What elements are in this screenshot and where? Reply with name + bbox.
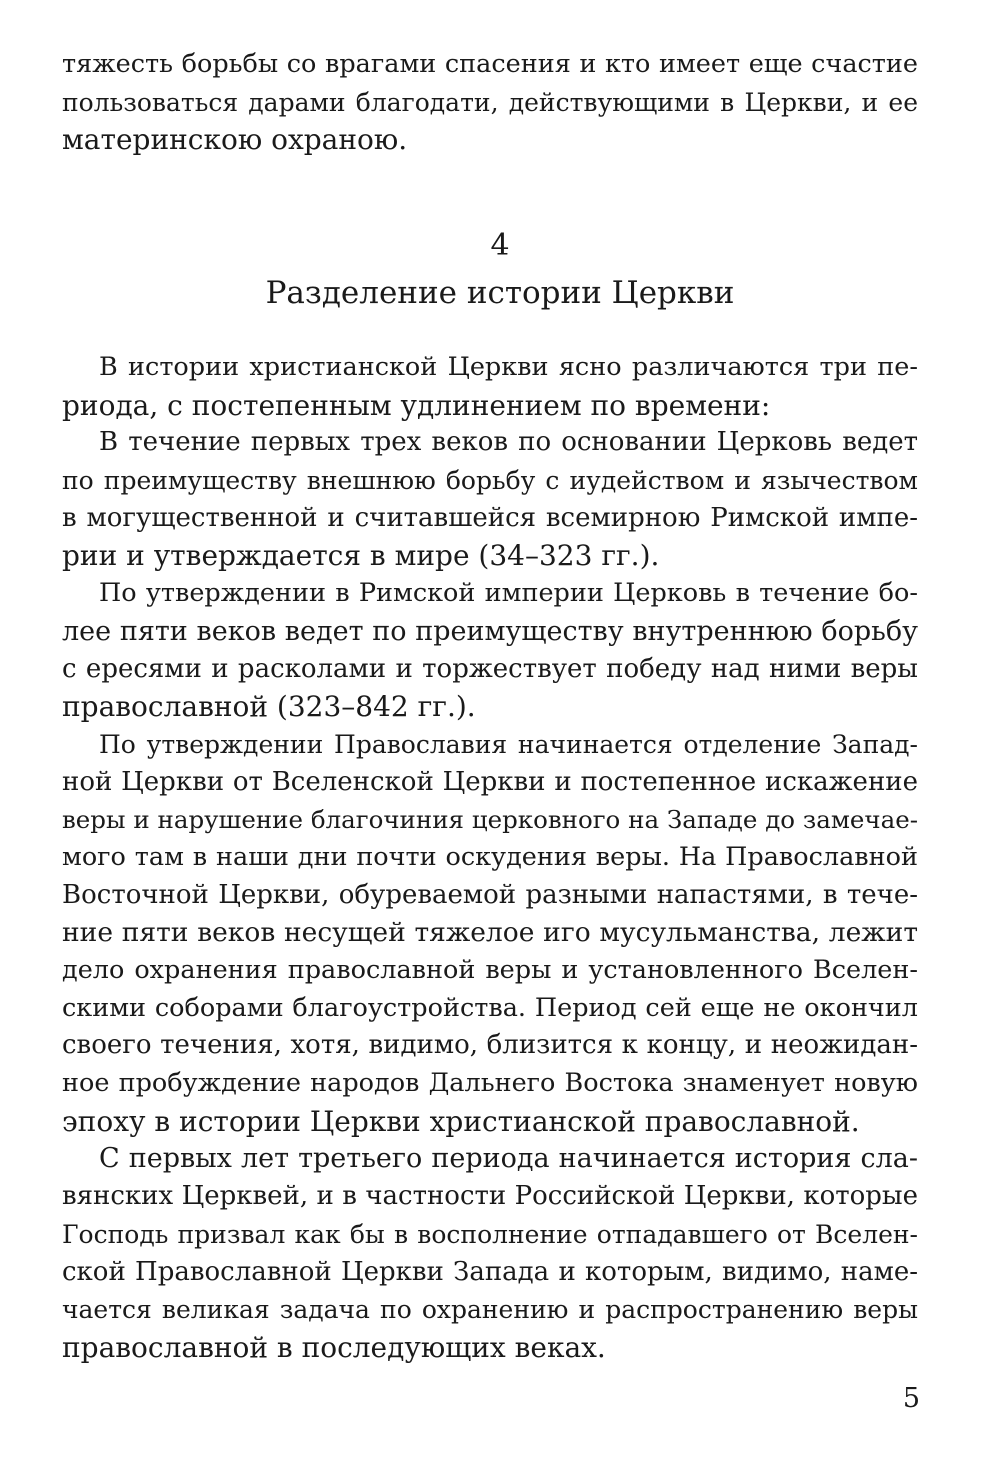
text-line: риода, с постепенным удлинением по времени: bbox=[62, 388, 771, 422]
text-line: эпоху в истории Церкви христианской православной. bbox=[62, 1104, 860, 1138]
text-line: ской Православной Церкви Запада и которым, видимо, наме- bbox=[62, 1256, 918, 1287]
paragraph bbox=[62, 726, 918, 1141]
text-line: В истории христианской Церкви ясно различаются три пе- bbox=[99, 352, 918, 382]
text-line: дело охранения православной веры и установленного Вселен- bbox=[62, 955, 918, 985]
page-number: 5 bbox=[902, 1383, 920, 1414]
text-line: тяжесть борьбы со врагами спасения и кто имеет еще счастие bbox=[62, 49, 918, 79]
text-line: Восточной Церкви, обуреваемой разными напастями, в тече- bbox=[62, 879, 918, 910]
text-line: В течение первых трех веков по основании Церковь ведет bbox=[99, 427, 918, 458]
text-line: скими соборами благоустройства. Период сей еще не окончил bbox=[62, 992, 918, 1023]
text-line: в могущественной и считавшейся всемирною Римской импе- bbox=[62, 502, 918, 533]
text-line: С первых лет третьего периода начинается история сла- bbox=[99, 1143, 918, 1175]
text-line: По утверждении Православия начинается отделение Запад- bbox=[99, 729, 918, 759]
paragraph bbox=[62, 349, 918, 424]
paragraph bbox=[62, 1140, 918, 1366]
text-line: По утверждении в Римской империи Церковь в течение бо- bbox=[99, 578, 918, 609]
chapter-body bbox=[62, 349, 918, 1367]
text-line: ное пробуждение народов Дальнего Востока знаменует новую bbox=[62, 1068, 918, 1099]
text-line: с ересями и расколами и торжествует победу над ними веры bbox=[62, 653, 918, 684]
text-line: чается великая задача по охранению и распространению веры bbox=[62, 1295, 918, 1325]
text-line: православной в последующих веках. bbox=[62, 1330, 606, 1364]
text-line: рии и утверждается в мире (34–323 гг.). bbox=[62, 539, 660, 573]
text-line: пользоваться дарами благодати, действующими в Церкви, и ее bbox=[62, 87, 918, 117]
text-line: православной (323–842 гг.). bbox=[62, 690, 476, 724]
intro-paragraph bbox=[62, 46, 918, 159]
text-line: мого там в наши дни почти оскудения веры. На Православной bbox=[62, 841, 918, 872]
text-line: своего течения, хотя, видимо, близится к концу, и неожидан- bbox=[62, 1030, 918, 1061]
text-line: лее пяти веков ведет по преимуществу внутреннюю борьбу bbox=[62, 615, 918, 647]
text-line: по преимуществу внешнюю борьбу с иудейством и язычеством bbox=[62, 466, 918, 496]
text-line: ной Церкви от Вселенской Церкви и постепенное искажение bbox=[62, 766, 918, 797]
text-line: материнскою охраною. bbox=[62, 123, 408, 157]
text-line: веры и нарушение благочиния церковного на Западе до замечае- bbox=[62, 805, 918, 835]
text-line: вянских Церквей, и в частности Российской Церкви, которые bbox=[62, 1181, 918, 1212]
paragraph bbox=[62, 424, 918, 575]
paragraph bbox=[62, 575, 918, 726]
chapter-title: Разделение истории Церкви bbox=[265, 275, 735, 311]
chapter-number: 4 bbox=[490, 228, 510, 263]
text-line: ние пяти веков несущей тяжелое иго мусульманства, лежит bbox=[62, 917, 918, 949]
text-line: Господь призвал как бы в восполнение отпадавшего от Вселен- bbox=[62, 1219, 918, 1249]
